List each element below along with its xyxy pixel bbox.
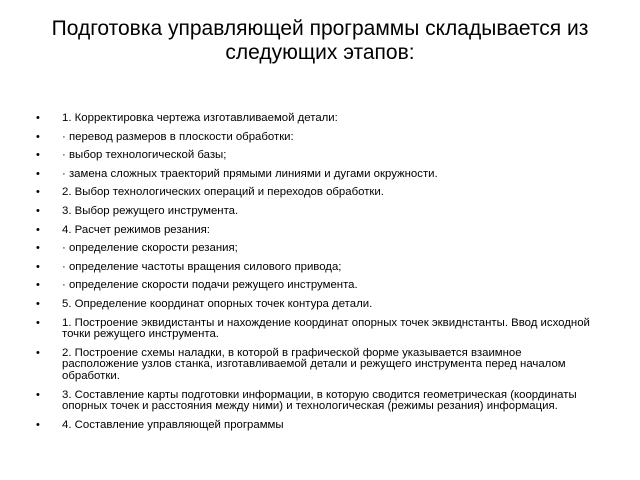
list-item-text: 4. Составление управляющей программы bbox=[62, 418, 284, 431]
bullet-icon: • bbox=[36, 279, 40, 292]
list-item bbox=[36, 187, 592, 199]
bullet-icon: • bbox=[36, 242, 40, 255]
list-item-text: 3. Составление карты подготовки информации, в которую сводится геометрическая (координаты опорных точек и расстояния между ними) и технологическая (режимы резания) информация. bbox=[62, 388, 577, 413]
list-item-text: · замена сложных траекторий прямыми линиями и дугами окружности. bbox=[62, 167, 438, 180]
list-item bbox=[36, 243, 592, 255]
bullet-icon: • bbox=[36, 130, 40, 143]
bullet-icon: • bbox=[36, 186, 40, 199]
list-item bbox=[36, 113, 592, 125]
list-item-text: · выбор технологической базы; bbox=[62, 149, 227, 162]
bullet-icon: • bbox=[36, 167, 40, 180]
list-item-text: 5. Определение координат опорных точек контура детали. bbox=[62, 297, 373, 310]
list-item-text: 2. Построение схемы наладки, в которой в графической форме указывается взаимное расположение узлов станка, изготавливаемой детали и режущего инструмента перед началом обработки. bbox=[62, 346, 566, 382]
bullet-icon: • bbox=[36, 388, 40, 401]
list-item bbox=[36, 348, 592, 383]
slide-title: Подготовка управляющей программы складывается из следующих этапов: bbox=[51, 17, 589, 64]
list-item bbox=[36, 262, 592, 274]
list-item bbox=[36, 390, 592, 413]
list-item bbox=[36, 225, 592, 237]
list-item-text: · определение частоты вращения силового привода; bbox=[62, 260, 342, 273]
list-item-text: 4. Расчет режимов резания: bbox=[62, 223, 210, 236]
bullet-icon: • bbox=[36, 260, 40, 273]
list-item-text: 1. Построение эквидистанты и нахождение координат опорных точек эквиднстанты. Ввод исходной точки режущего инструмента. bbox=[62, 316, 590, 341]
list-item-text: · определение скорости подачи режущего инструмента. bbox=[62, 279, 358, 292]
list-item-text: 2. Выбор технологических операций и переходов обработки. bbox=[62, 186, 384, 199]
bullet-icon: • bbox=[36, 418, 40, 431]
bullet-icon: • bbox=[36, 112, 40, 124]
list-item-text: · перевод размеров в плоскости обработки: bbox=[62, 130, 294, 143]
list-item-text: 3. Выбор режущего инструмента. bbox=[62, 204, 239, 217]
list-item bbox=[36, 318, 592, 341]
list-item bbox=[36, 132, 592, 144]
bullet-icon: • bbox=[36, 316, 40, 329]
bullet-icon: • bbox=[36, 223, 40, 236]
bullet-icon: • bbox=[36, 346, 40, 359]
steps-list bbox=[36, 113, 592, 438]
bullet-icon: • bbox=[36, 297, 40, 310]
list-item bbox=[36, 206, 592, 218]
list-item-text: 1. Корректировка чертежа изготавливаемой детали: bbox=[62, 112, 338, 124]
list-item bbox=[36, 299, 592, 311]
list-item bbox=[36, 280, 592, 292]
list-item bbox=[36, 420, 592, 432]
list-item bbox=[36, 169, 592, 181]
bullet-icon: • bbox=[36, 204, 40, 217]
bullet-icon: • bbox=[36, 149, 40, 162]
list-item-text: · определение скорости резания; bbox=[62, 242, 238, 255]
list-item bbox=[36, 150, 592, 162]
